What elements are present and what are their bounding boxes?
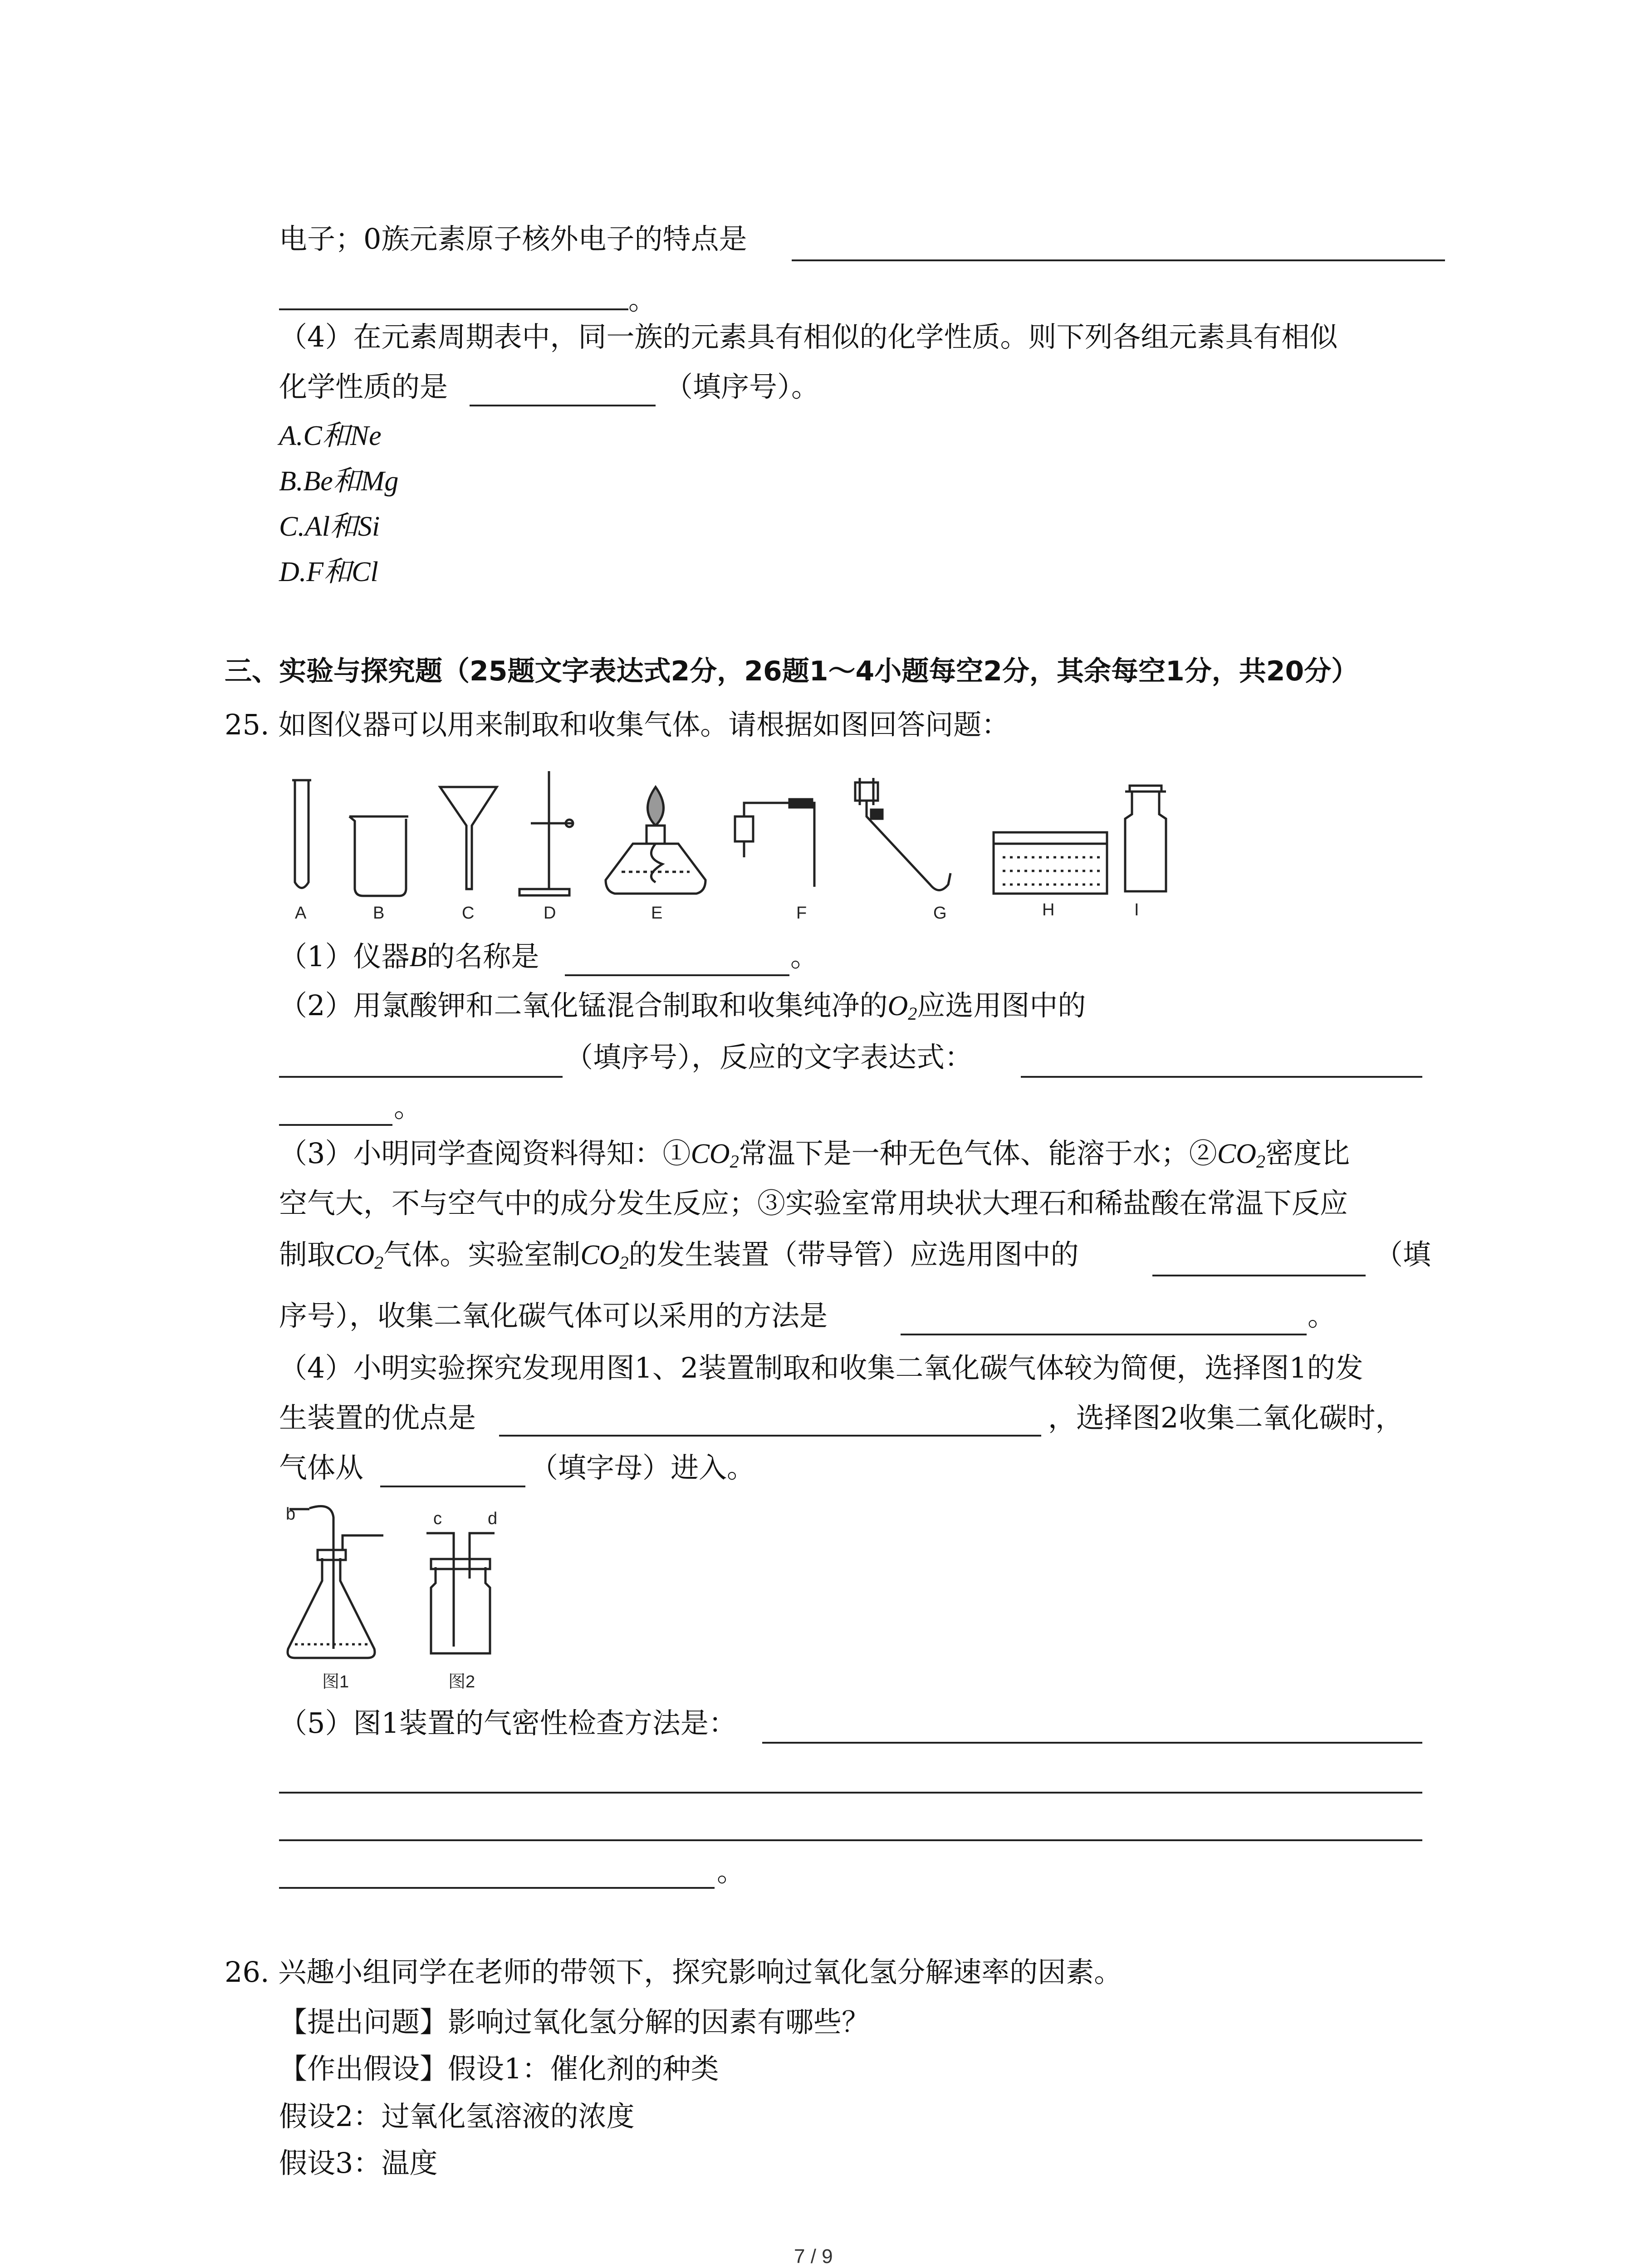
apparatus-label-a: A <box>295 904 307 923</box>
q25-2-apparatus-blank[interactable] <box>279 1076 563 1078</box>
q24-4-option-d: D.F和Cl <box>279 557 378 587</box>
q24-4-option-a: A.C和Ne <box>279 420 382 451</box>
q25-4-advantage-blank[interactable] <box>499 1435 1041 1437</box>
apparatus-label-d: D <box>544 904 556 923</box>
q25-stem: 25. 如图仪器可以用来制取和收集气体。请根据如图回答问题： <box>225 708 1010 741</box>
q26-hypothesis-2: 假设2：过氧化氢溶液的浓度 <box>279 2100 635 2133</box>
page-number: 7 / 9 <box>794 2245 833 2268</box>
q25-3-period: 。 <box>1308 1299 1336 1332</box>
q25-3-g: 的发生装置（带导管）应选用图中的 <box>628 1238 1079 1271</box>
q25-3-co2-b: CO <box>1217 1139 1256 1169</box>
q25-1-c: 的名称是 <box>426 940 539 973</box>
figure-2-caption: 图2 <box>448 1672 475 1691</box>
apparatus-label-i: I <box>1134 900 1139 919</box>
q25-4-line3a: 气体从 <box>279 1451 364 1484</box>
q25-3-co2-c: CO <box>335 1240 375 1271</box>
q26-stem: 26. 兴趣小组同学在老师的带领下，探究影响过氧化氢分解速率的因素。 <box>225 1955 1122 1989</box>
q25-1-b: B <box>409 942 427 973</box>
q25-3-apparatus-blank[interactable] <box>1152 1275 1366 1276</box>
q25-4-line2b: ，选择图2收集二氧化碳时， <box>1048 1401 1404 1434</box>
q25-3-line2: 空气大，不与空气中的成分发生反应；③实验室常用块状大理石和稀盐酸在常温下反应 <box>279 1187 1348 1220</box>
bent-tube-icon <box>855 778 950 890</box>
q25-2-line1 <box>279 989 1086 1024</box>
q25-3-co2-d-sub: 2 <box>619 1252 629 1273</box>
figure-1-caption: 图1 <box>322 1672 349 1691</box>
figure-2-label-d: d <box>488 1509 498 1528</box>
q25-3-line4: 序号），收集二氧化碳气体可以采用的方法是 <box>279 1299 828 1332</box>
apparatus-label-g: G <box>933 904 947 923</box>
q25-5-answer-blank-4[interactable] <box>279 1887 715 1889</box>
q25-3-co2-b-sub: 2 <box>1256 1151 1266 1172</box>
q25-3-method-blank[interactable] <box>901 1334 1307 1335</box>
q25-3-f: 气体。实验室制 <box>383 1238 581 1271</box>
q26-hypothesis-1: 【作出假设】假设1：催化剂的种类 <box>279 2052 719 2085</box>
figure-1-label-b: b <box>286 1505 296 1524</box>
q26-question: 【提出问题】影响过氧化氢分解的因素有哪些？ <box>279 2005 870 2038</box>
q25-2-equation-blank[interactable] <box>1021 1076 1422 1078</box>
q24-4-option-c: C.Al和Si <box>279 511 380 542</box>
q25-2-c: 应选用图中的 <box>917 989 1086 1022</box>
q25-1-period: 。 <box>790 940 819 973</box>
q25-2-line2: （填序号），反应的文字表达式： <box>565 1041 973 1074</box>
q25-3-co2-d: CO <box>580 1240 620 1271</box>
q25-3-co2-a-sub: 2 <box>730 1151 739 1172</box>
q24-4-line2b: （填序号）。 <box>665 370 820 403</box>
q25-2-o: O <box>887 991 908 1022</box>
q25-4-line2a: 生装置的优点是 <box>279 1401 476 1434</box>
q25-1 <box>279 940 539 973</box>
q25-4-line3b: （填字母）进入。 <box>530 1451 755 1484</box>
q25-3-c: 密度比 <box>1265 1137 1350 1170</box>
apparatus-label-b: B <box>373 904 385 923</box>
water-trough-icon <box>994 832 1107 894</box>
q25-5-answer-blank-3[interactable] <box>279 1839 1422 1841</box>
q25-3-line1 <box>279 1139 1350 1171</box>
iron-stand-icon <box>519 771 574 895</box>
q25-3-line3 <box>279 1238 1079 1273</box>
q25-2-equation-blank-2[interactable] <box>279 1124 392 1126</box>
q25-3-a: （3）小明同学查阅资料得知：① <box>279 1137 691 1170</box>
q25-3-b: 常温下是一种无色气体、能溶于水；② <box>739 1137 1217 1170</box>
gas-bottle-icon <box>426 1533 495 1653</box>
q25-1-answer-blank[interactable] <box>565 974 789 976</box>
q24-4-answer-blank[interactable] <box>470 405 656 406</box>
q25-4-inlet-blank[interactable] <box>380 1486 525 1487</box>
figure-2-label-c: c <box>433 1509 442 1528</box>
q24-3-period: 。 <box>628 283 657 316</box>
apparatus-label-f: F <box>796 904 807 923</box>
q24-4-option-b: B.Be和Mg <box>279 466 399 497</box>
figure-1-2 <box>277 1499 549 1699</box>
q25-4-line1: （4）小明实验探究发现用图1、2装置制取和收集二氧化碳气体较为简便，选择图1的发 <box>279 1351 1363 1384</box>
q25-3-line3-end: （填 <box>1375 1238 1431 1271</box>
apparatus-label-h: H <box>1042 900 1055 919</box>
q24-3-answer-blank[interactable] <box>792 259 1445 261</box>
apparatus-figure <box>277 767 1184 930</box>
q24-4-line2a: 化学性质的是 <box>279 370 448 403</box>
q25-5-line1: （5）图1装置的气密性检查方法是： <box>279 1706 737 1740</box>
q24-4-line1: （4）在元素周期表中，同一族的元素具有相似的化学性质。则下列各组元素具有相似 <box>279 320 1338 353</box>
q25-5-period: 。 <box>717 1855 745 1888</box>
q25-2-sub: 2 <box>908 1003 917 1024</box>
conical-flask-icon <box>288 1506 383 1658</box>
beaker-icon <box>349 816 408 896</box>
q24-3-answer-blank-2[interactable] <box>279 308 628 310</box>
delivery-tube-stopper-icon <box>735 799 814 887</box>
q25-1-a: （1）仪器 <box>279 940 410 973</box>
q25-5-answer-blank-1[interactable] <box>762 1742 1422 1744</box>
apparatus-label-e: E <box>651 904 663 923</box>
q25-3-co2-a: CO <box>691 1139 730 1169</box>
q26-hypothesis-3: 假设3：温度 <box>279 2146 438 2180</box>
q24-3-continuation: 电子；0族元素原子核外电子的特点是 <box>279 222 747 255</box>
funnel-icon <box>440 787 497 889</box>
q25-2-period: 。 <box>394 1090 422 1124</box>
q25-3-e: 制取 <box>279 1238 336 1271</box>
alcohol-lamp-icon <box>606 787 705 894</box>
q25-2-a: （2）用氯酸钾和二氧化锰混合制取和收集纯净的 <box>279 989 888 1022</box>
q25-3-co2-c-sub: 2 <box>374 1252 384 1273</box>
gas-jar-icon <box>1125 786 1166 891</box>
apparatus-label-c: C <box>462 904 475 923</box>
test-tube-icon <box>292 780 311 888</box>
section-3-heading: 三、实验与探究题（25题文字表达式2分，26题1～4小题每空2分，其余每空1分，共20分） <box>225 655 1359 687</box>
q25-5-answer-blank-2[interactable] <box>279 1792 1422 1794</box>
